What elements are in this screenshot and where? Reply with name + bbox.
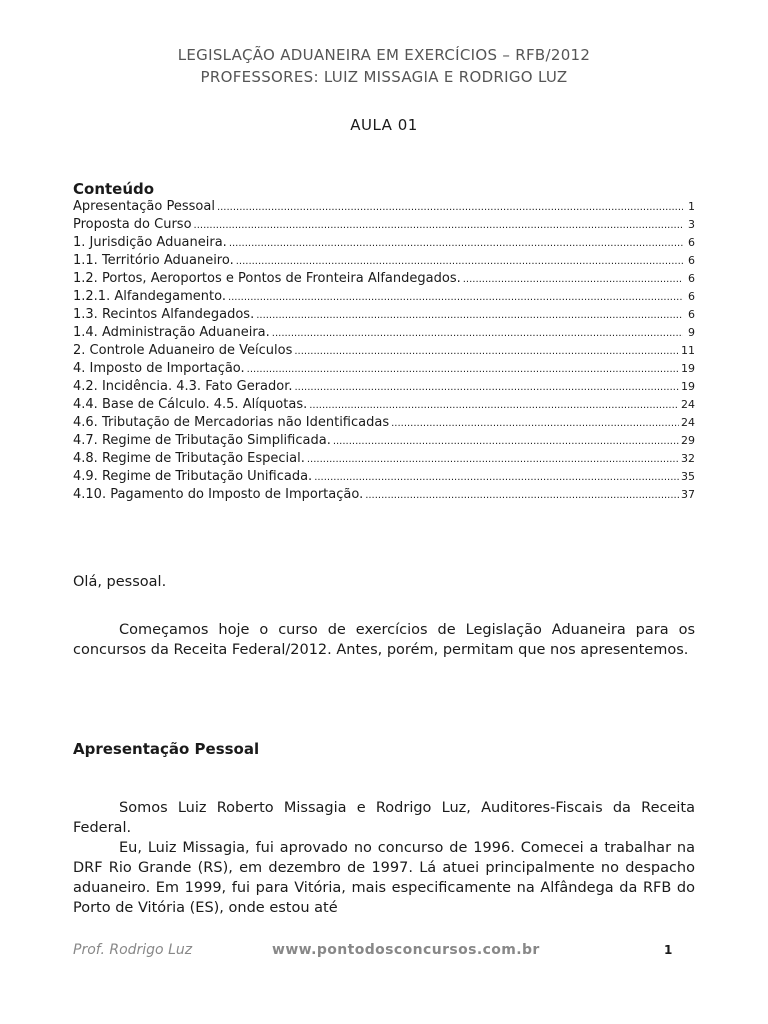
toc-entry[interactable] <box>73 414 695 432</box>
toc-entry-page: 37 <box>681 488 695 501</box>
toc-entry-page: 35 <box>681 470 695 483</box>
toc-entry[interactable] <box>73 234 695 252</box>
toc-entry[interactable] <box>73 450 695 468</box>
toc-entry[interactable] <box>73 468 695 486</box>
toc-entry[interactable] <box>73 216 695 234</box>
toc-entry[interactable] <box>73 486 695 504</box>
toc-entry-label: 4.8. Regime de Tributação Especial. <box>73 451 305 466</box>
toc-entry-label: 4.10. Pagamento do Imposto de Importação. <box>73 487 364 502</box>
toc-leader <box>333 433 679 451</box>
toc-entry-label: 4.2. Incidência. 4.3. Fato Gerador. <box>73 379 293 394</box>
toc-entry[interactable] <box>73 252 695 270</box>
missagia-paragraph: Eu, Luiz Missagia, fui aprovado no concurso de 1996. Comecei a trabalhar na DRF Rio Grande (RS), em dezembro de 1997. Lá atuei principalmente no despacho aduaneiro. Em 1999, fui para Vitória, mais especificamente na Alfândega da RFB do Porto de Vitória (ES), onde estou até <box>73 840 695 916</box>
toc-entry-label: 4.9. Regime de Tributação Unificada. <box>73 469 313 484</box>
toc-entry[interactable] <box>73 306 695 324</box>
toc-entry-label: 1.4. Administração Aduaneira. <box>73 325 270 340</box>
toc-leader <box>309 397 679 415</box>
toc-leader <box>256 307 683 325</box>
toc-entry-page: 9 <box>688 326 695 339</box>
toc-entry[interactable] <box>73 432 695 450</box>
toc-entry[interactable] <box>73 360 695 378</box>
toc-entry[interactable] <box>73 324 695 342</box>
toc-entry[interactable] <box>73 198 695 216</box>
toc-entry-label: 1.3. Recintos Alfandegados. <box>73 307 255 322</box>
toc-leader <box>236 253 683 271</box>
toc-entry-label: 2. Controle Aduaneiro de Veículos <box>73 343 293 358</box>
toc-entry-page: 6 <box>688 236 695 249</box>
toc-entry-page: 24 <box>681 398 695 411</box>
toc-entry-label: 4.6. Tributação de Mercadorias não Identificadas <box>73 415 390 430</box>
lesson-title: AULA 01 <box>350 116 418 134</box>
toc-entry-page: 32 <box>681 452 695 465</box>
names-paragraph: Somos Luiz Roberto Missagia e Rodrigo Luz, Auditores-Fiscais da Receita Federal. <box>73 800 695 836</box>
toc-leader <box>229 235 683 253</box>
toc-entry-page: 6 <box>688 290 695 303</box>
page-number: 1 <box>664 943 673 957</box>
toc-entry[interactable] <box>73 342 695 360</box>
toc-leader <box>272 325 683 343</box>
toc-entry-page: 19 <box>681 362 695 375</box>
intro-paragraph: Começamos hoje o curso de exercícios de Legislação Aduaneira para os concursos da Receita Federal/2012. Antes, porém, permitam que nos apresentemos. <box>73 622 695 658</box>
toc-entry-page: 3 <box>688 218 695 231</box>
toc-entry-label: 1. Jurisdição Aduaneira. <box>73 235 227 250</box>
toc-entry-label: 1.2.1. Alfandegamento. <box>73 289 226 304</box>
section-heading: Apresentação Pessoal <box>73 740 260 758</box>
toc-entry-label: 4.4. Base de Cálculo. 4.5. Alíquotas. <box>73 397 308 412</box>
toc-entry-page: 11 <box>681 344 695 357</box>
toc-entry-page: 6 <box>688 254 695 267</box>
toc-leader <box>307 451 679 469</box>
toc-entry-label: 1.1. Território Aduaneiro. <box>73 253 234 268</box>
toc-leader <box>391 415 679 433</box>
toc-leader <box>217 199 683 217</box>
toc-entry[interactable] <box>73 288 695 306</box>
toc-leader <box>247 361 679 379</box>
toc-entry-label: Apresentação Pessoal <box>73 199 215 214</box>
toc-entry[interactable] <box>73 270 695 288</box>
greeting-text: Olá, pessoal. <box>73 574 167 590</box>
toc-entry-label: 4. Imposto de Importação. <box>73 361 245 376</box>
toc-entry[interactable] <box>73 396 695 414</box>
footer-website-link[interactable]: www.pontodosconcursos.com.br <box>272 942 540 958</box>
toc-entry-page: 1 <box>688 200 695 213</box>
toc-leader <box>314 469 679 487</box>
toc-entry-page: 6 <box>688 308 695 321</box>
document-header-title: LEGISLAÇÃO ADUANEIRA EM EXERCÍCIOS – RFB/2012 <box>177 46 591 64</box>
toc-entry-page: 24 <box>681 416 695 429</box>
toc-entry-page: 6 <box>688 272 695 285</box>
toc-leader <box>463 271 683 289</box>
toc-leader <box>228 289 683 307</box>
toc-leader <box>365 487 679 505</box>
toc-entry[interactable] <box>73 378 695 396</box>
toc-entry-page: 29 <box>681 434 695 447</box>
toc-entry-label: 4.7. Regime de Tributação Simplificada. <box>73 433 331 448</box>
document-header-professors: PROFESSORES: LUIZ MISSAGIA E RODRIGO LUZ <box>200 68 568 86</box>
toc-leader <box>294 343 679 361</box>
toc-leader <box>194 217 683 235</box>
footer-author: Prof. Rodrigo Luz <box>73 942 193 958</box>
table-of-contents <box>73 198 695 504</box>
toc-leader <box>295 379 680 397</box>
toc-entry-label: Proposta do Curso <box>73 217 192 232</box>
toc-entry-label: 1.2. Portos, Aeroportos e Pontos de Fronteira Alfandegados. <box>73 271 461 286</box>
toc-entry-page: 19 <box>681 380 695 393</box>
toc-heading: Conteúdo <box>73 180 155 198</box>
